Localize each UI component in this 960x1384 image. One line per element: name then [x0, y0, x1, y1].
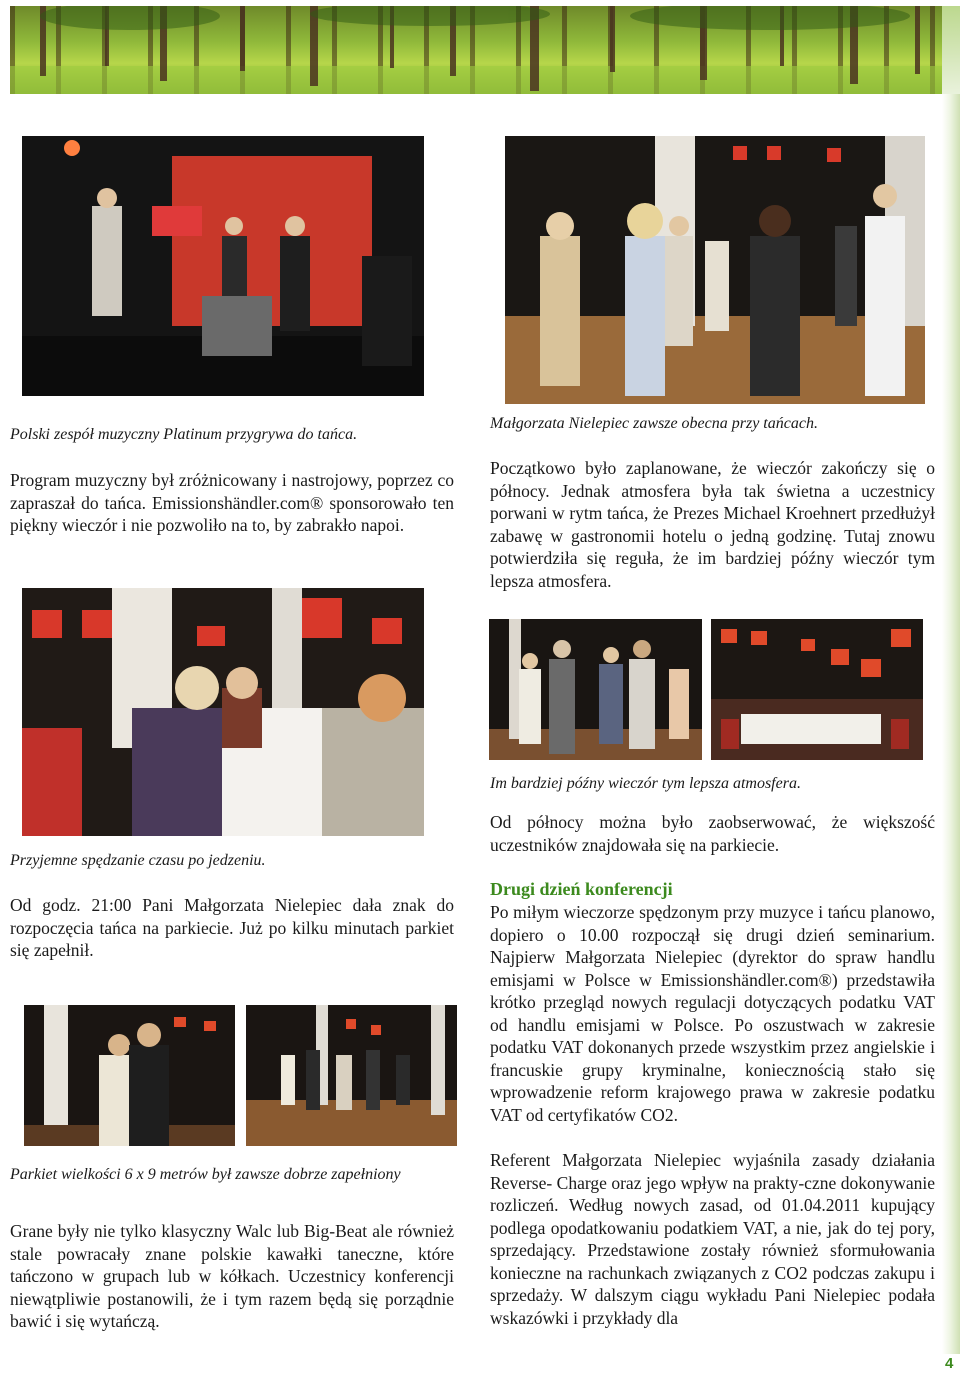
referent-paragraph: Referent Małgorzata Nielepiec wyjaśnila zasady działania Reverse- Charge oraz jego wpływ na prakty-czne dokonywanie rozliczeń. Według nowych zasad, od 01.04.2011 kupujący podlega opodatkowaniu podatkiem VAT, a nie, jak do tej pory, sprzedający. Przedstawione zostały również sformułowania konieczne na rachunkach związanych z CO2 podczas zakupu i sprzedaży. W dalszym ciągu wykładu Pani Nielepiec podała wskazówki i przykłady dla: [490, 1150, 935, 1328]
page-number: 4: [945, 1355, 954, 1372]
evening-caption: Im bardziej późny wieczór tym lepsza atmosfera.: [490, 775, 801, 792]
band-photo-caption: Polski zespół muzyczny Platinum przygrywa do tańca.: [10, 426, 358, 443]
dinner-caption: Przyjemne spędzanie czasu po jedzeniu.: [10, 852, 266, 869]
after-midnight-paragraph: Od północy można było zaobserwować, że większość uczestników znajdowała się na parkiecie.: [490, 812, 935, 855]
dancing-couple-photo: [24, 1005, 235, 1146]
dancing-crowd-photo: [505, 136, 925, 404]
midnight-paragraph: Początkowo było zaplanowane, że wieczór zakończy się o północy. Jednak atmosfera była tak świetna a uczestnicy porwani w rytm tańca, że Prezes Michael Kroehnert przedłużył zabawę w gastronomii hotelu o jedną godzinę. Tutaj znowu potwierdziła się reguła, że im bardziej późny wieczór tym lepsza atmosfera.: [490, 458, 935, 591]
day-two-paragraph: Po miłym wieczorze spędzonym przy muzyce i tańcu planowo, dopiero o 10.00 rozpoczął się drugi dzień seminarium. Najpierw Małgorzata Nielepiec (dyrektor do spraw handlu emisjami w Polsce w Emissionshändler.com®) przedstawiła krótko przegląd nowych regulacji dotyczących podatku VAT od handlu emisjami w Polsce. Po oszustwach w zakresie podatku VAT dokonanych przede wszystkim przez angielskie i francuskie grupy kryminalne, koniecznością stało się wprowadzenie reform krajowego prawa w zakresie podatku VAT od certyfikatów CO2.: [490, 902, 935, 1125]
band-photo: [22, 136, 424, 396]
sidebar-decoration: [942, 94, 960, 1354]
forest-trees-graphic: [10, 6, 942, 94]
forest-banner-image: [10, 6, 942, 94]
sidebar-decoration-top: [942, 6, 960, 94]
floor-caption: Parkiet wielkości 6 x 9 metrów był zawsze dobrze zapełniony: [10, 1166, 401, 1183]
music-paragraph: Grane były nie tylko klasyczny Walc lub Big-Beat ale również stale powracały znane polskie kawałki taneczne, które tańczono w grupach lub w kółkach. Uczestnicy konferencji niewątpliwie postanowili, że i tym razem będą się porządnie bawić i się wytańczą.: [10, 1221, 454, 1331]
day-two-heading: Drugi dzień konferencji: [490, 879, 673, 899]
opening-paragraph: Od godz. 21:00 Pani Małgorzata Nielepiec dała znak do rozpoczęcia tańca na parkiecie. Już po kilku minutach parkiet się zapełnił.: [10, 895, 454, 960]
dinner-photo: [22, 588, 424, 836]
dance-floor-photo: [246, 1005, 457, 1146]
program-paragraph: Program muzyczny był zróżnicowany i nastrojowy, poprzez co zapraszał do tańca. Emissionshändler.com® sponsorowało ten piękny wieczór i nie pozwoliło na to, by zabrakło napoi.: [10, 470, 454, 535]
dancing-photo-caption: Małgorzata Nielepiec zawsze obecna przy tańcach.: [490, 415, 818, 432]
couples-dancing-photo: [489, 619, 702, 760]
restaurant-photo: [711, 619, 923, 760]
